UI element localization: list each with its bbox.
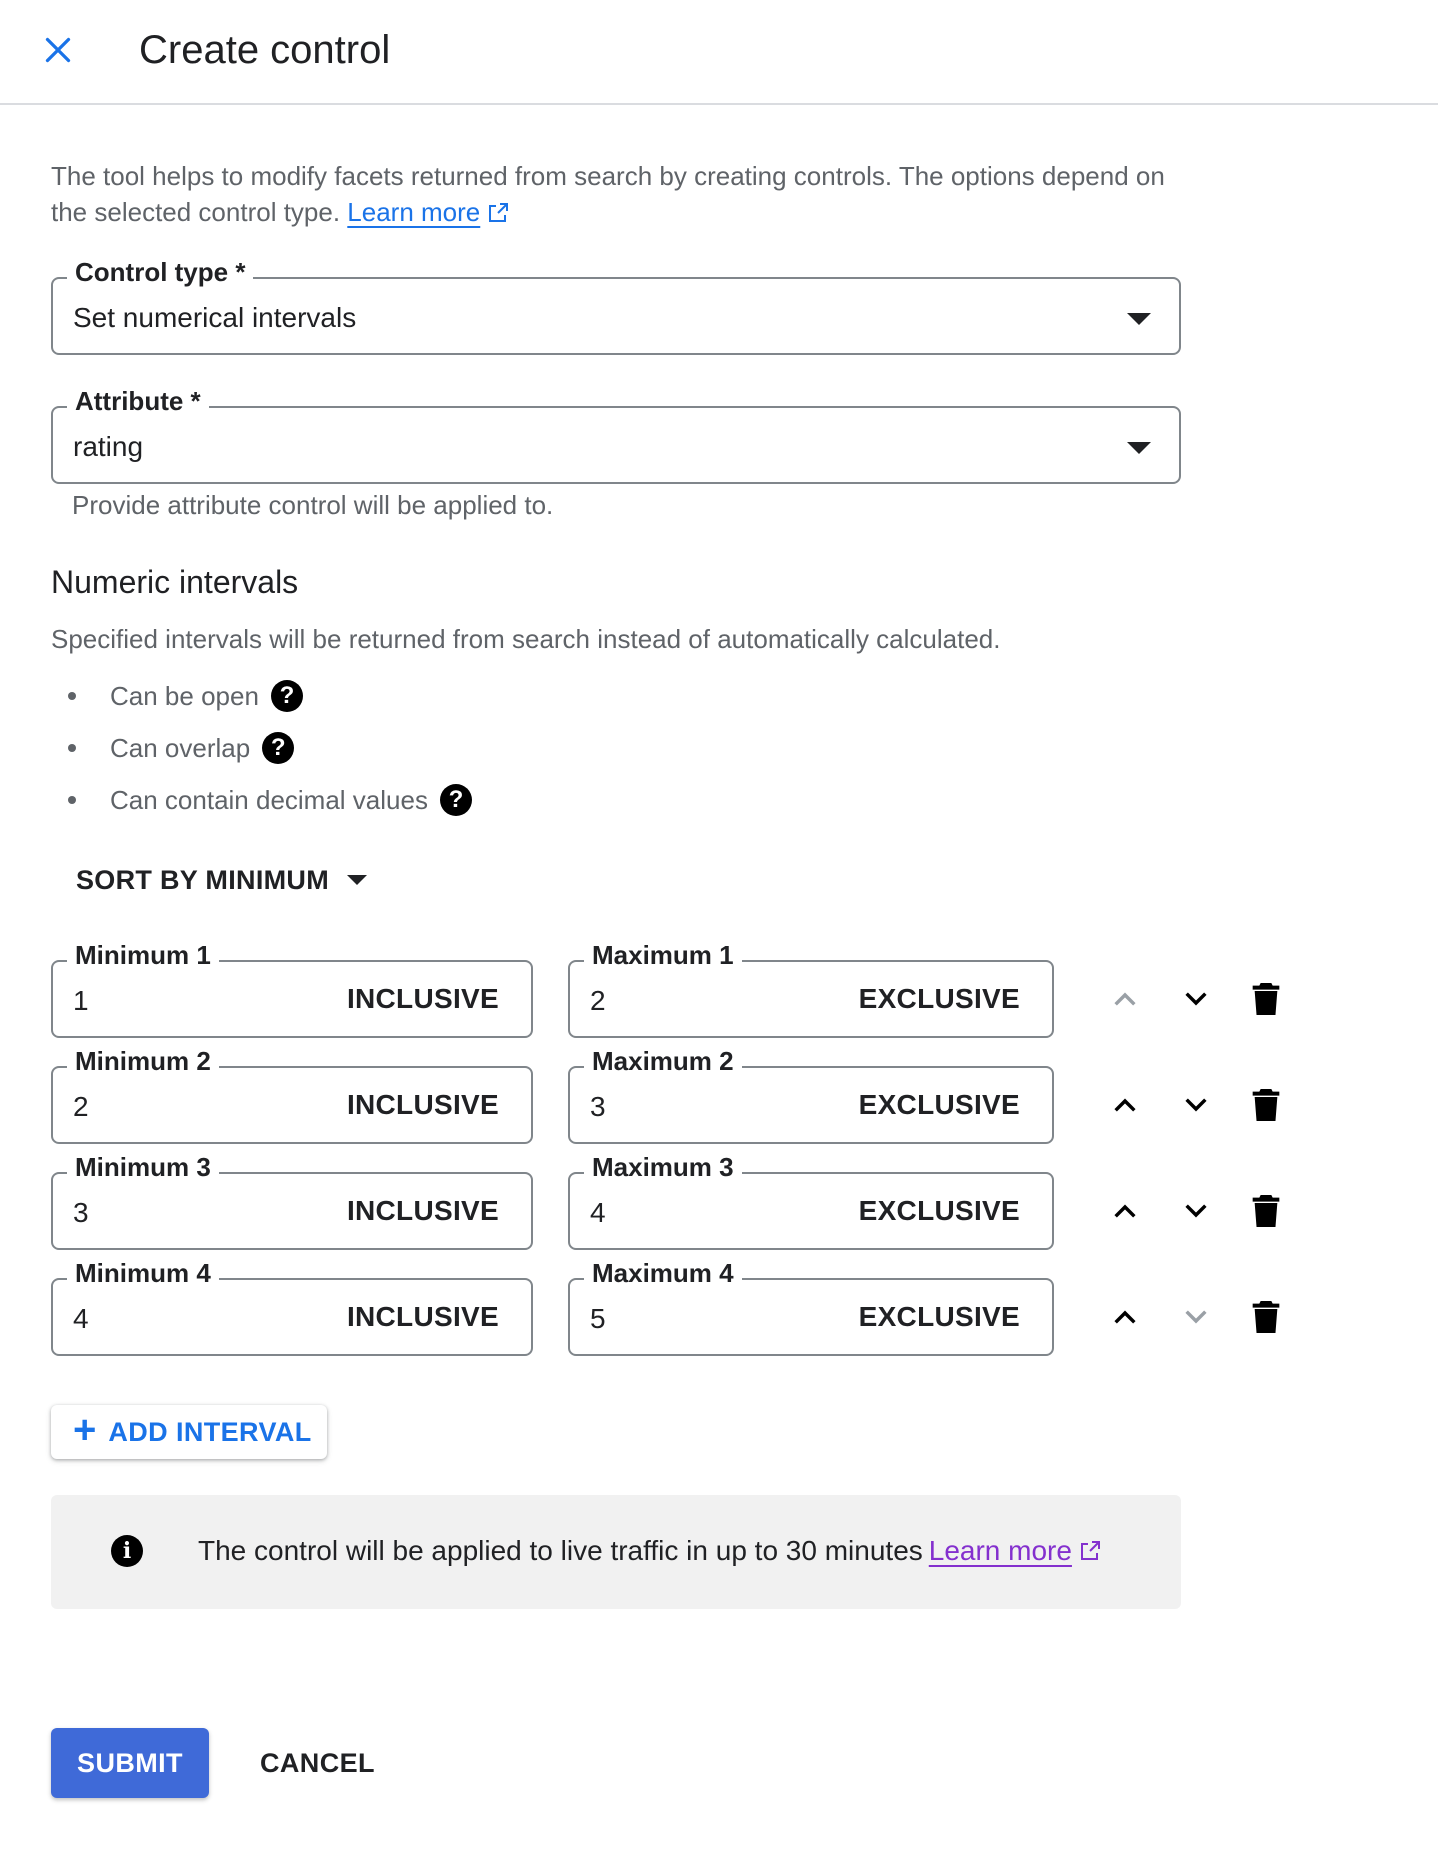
maximum-2-label: Maximum 2 bbox=[584, 1044, 742, 1078]
bullet-dot bbox=[68, 744, 76, 752]
dropdown-arrow-icon bbox=[347, 875, 367, 885]
maximum-1-value: 2 bbox=[590, 985, 606, 1016]
add-interval-label: ADD INTERVAL bbox=[108, 1416, 312, 1447]
minimum-1-inclusive-toggle[interactable]: INCLUSIVE bbox=[346, 983, 499, 1014]
attribute-label: Attribute * bbox=[67, 384, 209, 418]
minimum-3-value: 3 bbox=[73, 1197, 89, 1228]
attribute-helper-text: Provide attribute control will be applied to. bbox=[72, 490, 554, 520]
trash-icon bbox=[1250, 1087, 1282, 1123]
help-icon[interactable]: ? bbox=[262, 732, 294, 764]
intro-learn-more-label: Learn more bbox=[347, 197, 481, 227]
banner-text: The control will be applied to live traffic in up to 30 minutes bbox=[198, 1535, 923, 1566]
dropdown-arrow-icon bbox=[1127, 442, 1151, 454]
add-interval-button[interactable] bbox=[51, 1405, 327, 1459]
delete-button[interactable] bbox=[1240, 973, 1292, 1025]
banner-learn-more-label: Learn more bbox=[928, 1535, 1072, 1566]
maximum-2-value: 3 bbox=[590, 1091, 606, 1122]
section-description: Specified intervals will be returned from search instead of automatically calculated. bbox=[51, 624, 1001, 654]
dropdown-arrow-icon bbox=[1127, 313, 1151, 325]
bullet-dot bbox=[68, 796, 76, 804]
submit-button[interactable]: SUBMIT bbox=[51, 1728, 209, 1798]
chevron-down-icon bbox=[1180, 1089, 1212, 1121]
move-down-button[interactable] bbox=[1170, 1079, 1222, 1131]
move-down-button[interactable] bbox=[1170, 1185, 1222, 1237]
maximum-1-input[interactable] bbox=[568, 940, 1054, 1038]
control-type-select[interactable] bbox=[51, 257, 1181, 355]
minimum-2-label: Minimum 2 bbox=[67, 1044, 219, 1078]
intro-description: The tool helps to modify facets returned from search by creating controls. The options depend on the selected control type. bbox=[51, 161, 1165, 227]
page-title: Create control bbox=[139, 28, 391, 72]
maximum-3-input[interactable] bbox=[568, 1152, 1054, 1250]
intro-text bbox=[51, 158, 1181, 230]
move-down-button bbox=[1170, 1291, 1222, 1343]
minimum-4-label: Minimum 4 bbox=[67, 1256, 219, 1290]
close-icon bbox=[40, 32, 76, 68]
control-type-value: Set numerical intervals bbox=[73, 302, 357, 333]
chevron-down-icon bbox=[1180, 983, 1212, 1015]
chevron-up-icon bbox=[1109, 983, 1141, 1015]
maximum-4-value: 5 bbox=[590, 1303, 606, 1334]
help-icon[interactable]: ? bbox=[440, 784, 472, 816]
move-down-button[interactable] bbox=[1170, 973, 1222, 1025]
maximum-1-exclusive-toggle[interactable]: EXCLUSIVE bbox=[858, 983, 1020, 1014]
maximum-2-input[interactable] bbox=[568, 1046, 1054, 1144]
list-item-label: Can be open bbox=[110, 680, 259, 711]
section-title: Numeric intervals bbox=[51, 564, 299, 600]
maximum-2-exclusive-toggle[interactable]: EXCLUSIVE bbox=[858, 1089, 1020, 1120]
plus-icon: + bbox=[73, 1408, 97, 1452]
minimum-4-value: 4 bbox=[73, 1303, 89, 1334]
maximum-1-label: Maximum 1 bbox=[584, 938, 742, 972]
minimum-2-inclusive-toggle[interactable]: INCLUSIVE bbox=[346, 1089, 499, 1120]
minimum-1-input[interactable] bbox=[51, 940, 533, 1038]
chevron-down-icon bbox=[1180, 1301, 1212, 1333]
delete-button[interactable] bbox=[1240, 1185, 1292, 1237]
banner-learn-more-link[interactable] bbox=[929, 1535, 1102, 1566]
cancel-button[interactable]: CANCEL bbox=[260, 1747, 375, 1778]
maximum-3-label: Maximum 3 bbox=[584, 1150, 742, 1184]
delete-button[interactable] bbox=[1240, 1079, 1292, 1131]
chevron-up-icon bbox=[1109, 1301, 1141, 1333]
maximum-4-label: Maximum 4 bbox=[584, 1256, 742, 1290]
attribute-value: rating bbox=[73, 431, 144, 462]
list-item bbox=[60, 670, 472, 722]
help-icon[interactable]: ? bbox=[271, 680, 303, 712]
external-link-icon bbox=[1078, 1539, 1102, 1563]
move-up-button[interactable] bbox=[1099, 1185, 1151, 1237]
maximum-3-value: 4 bbox=[590, 1197, 606, 1228]
trash-icon bbox=[1250, 1299, 1282, 1335]
minimum-1-label: Minimum 1 bbox=[67, 938, 219, 972]
close-button[interactable] bbox=[30, 18, 86, 82]
minimum-1-value: 1 bbox=[73, 985, 89, 1016]
maximum-3-exclusive-toggle[interactable]: EXCLUSIVE bbox=[858, 1195, 1020, 1226]
delete-button[interactable] bbox=[1240, 1291, 1292, 1343]
minimum-4-inclusive-toggle[interactable]: INCLUSIVE bbox=[346, 1301, 499, 1332]
minimum-4-input[interactable] bbox=[51, 1258, 533, 1356]
move-up-button[interactable] bbox=[1099, 1291, 1151, 1343]
list-item bbox=[60, 722, 472, 774]
control-type-label: Control type * bbox=[67, 255, 253, 289]
external-link-icon bbox=[486, 201, 510, 225]
intro-learn-more-link[interactable] bbox=[347, 197, 510, 227]
info-icon: i bbox=[111, 1535, 143, 1567]
trash-icon bbox=[1250, 1193, 1282, 1229]
minimum-2-input[interactable] bbox=[51, 1046, 533, 1144]
dialog-header bbox=[0, 0, 1438, 105]
info-banner bbox=[51, 1495, 1181, 1609]
sort-label: SORT BY MINIMUM bbox=[76, 864, 329, 895]
list-item-label: Can overlap bbox=[110, 732, 251, 763]
chevron-up-icon bbox=[1109, 1089, 1141, 1121]
feature-list bbox=[60, 670, 472, 826]
minimum-3-input[interactable] bbox=[51, 1152, 533, 1250]
minimum-3-label: Minimum 3 bbox=[67, 1150, 219, 1184]
list-item bbox=[60, 774, 472, 826]
attribute-select[interactable] bbox=[51, 386, 1181, 484]
maximum-4-exclusive-toggle[interactable]: EXCLUSIVE bbox=[858, 1301, 1020, 1332]
chevron-down-icon bbox=[1180, 1195, 1212, 1227]
maximum-4-input[interactable] bbox=[568, 1258, 1054, 1356]
move-up-button[interactable] bbox=[1099, 1079, 1151, 1131]
trash-icon bbox=[1250, 981, 1282, 1017]
sort-by-minimum-button[interactable] bbox=[62, 852, 381, 908]
minimum-2-value: 2 bbox=[73, 1091, 89, 1122]
move-up-button bbox=[1099, 973, 1151, 1025]
minimum-3-inclusive-toggle[interactable]: INCLUSIVE bbox=[346, 1195, 499, 1226]
list-item-label: Can contain decimal values bbox=[110, 784, 428, 815]
bullet-dot bbox=[68, 692, 76, 700]
chevron-up-icon bbox=[1109, 1195, 1141, 1227]
banner-message bbox=[198, 1533, 1102, 1569]
